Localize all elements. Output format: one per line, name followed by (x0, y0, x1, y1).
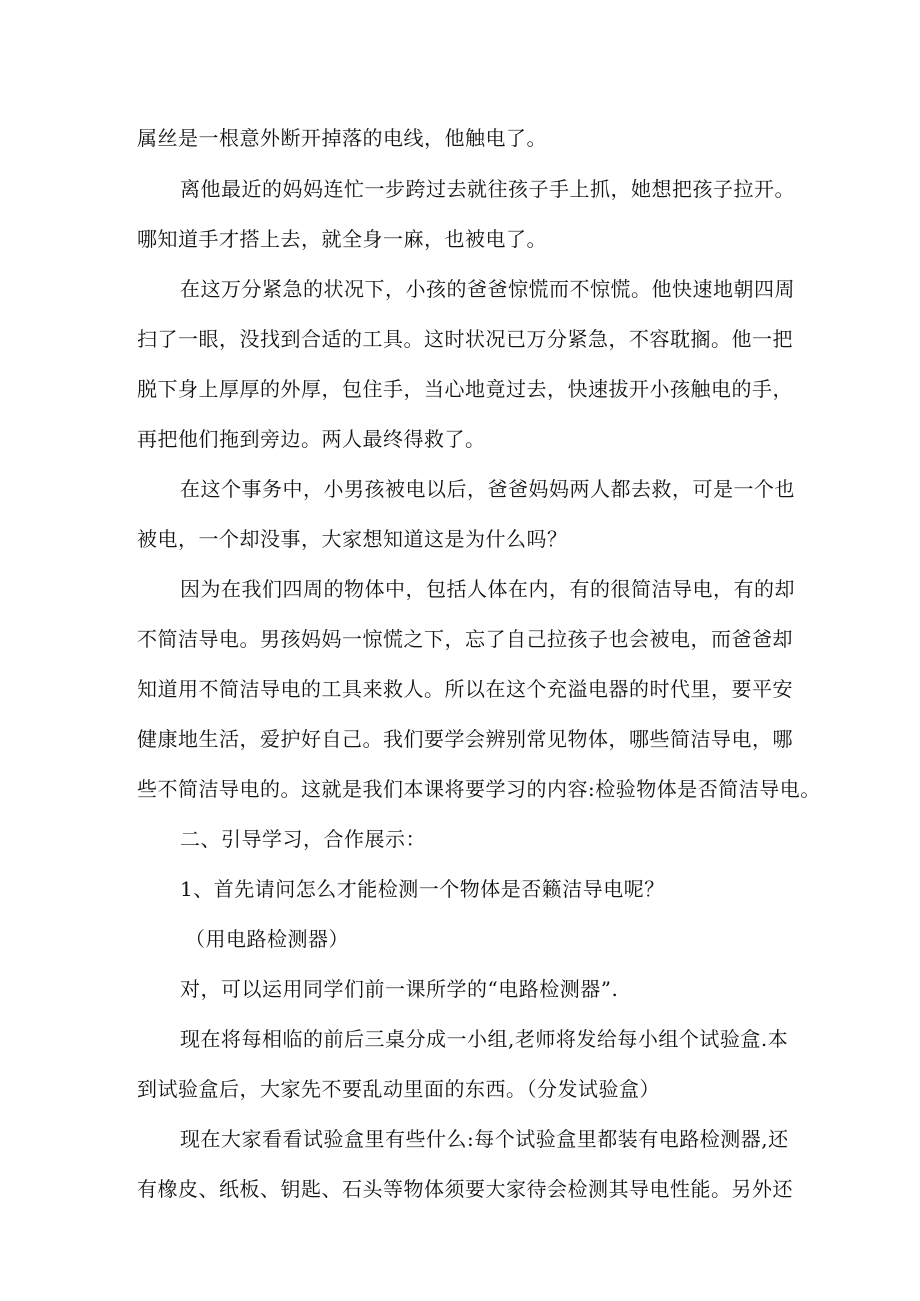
text-line-3: 哪知道手才搭上去，就全身一麻，也被电了。 (137, 227, 547, 251)
text-line-13: 健康地生活，爱护好自己。我们要学会辨别常见物体，哪些简洁导电，哪 (137, 727, 793, 751)
text-line-2: 离他最近的妈妈连忙一步跨过去就往孩子手上抓，她想把孩子拉开。 (180, 177, 795, 201)
section-heading: 二、引导学习，合作展示： (180, 827, 426, 851)
text-line-5: 扫了一眼，没找到合适的工具。这时状况已万分紧急，不容耽搁。他一把 (137, 327, 793, 351)
text-line-19: 现在将每相临的前后三桌分成一小组,老师将发给每小组个试验盒.本 (180, 1027, 789, 1051)
text-line-7: 再把他们拖到旁边。两人最终得救了。 (137, 427, 486, 451)
question-line: 1、首先请问怎么才能检测一个物体是否籁洁导电呢？ (180, 877, 665, 901)
text-line-9: 被电，一个却没事，大家想知道这是为什么吗？ (137, 527, 568, 551)
text-line-8: 在这个事务中，小男孩被电以后，爸爸妈妈两人都去救，可是一个也 (180, 477, 795, 501)
text-line-6: 脱下身上厚厚的外厚，包住手，当心地竟过去，快速拔开小孩触电的手， (137, 377, 793, 401)
text-line-20: 到试验盒后，大家先不要乱动里面的东西。（分发试验盒） (137, 1077, 660, 1101)
text-line-10: 因为在我们四周的物体中，包括人体在内，有的很简洁导电，有的却 (180, 577, 795, 601)
text-line-21: 现在大家看看试验盒里有些什么:每个试验盒里都装有电路检测器,还 (180, 1127, 789, 1151)
text-line-14: 些不简洁导电的。这就是我们本课将要学习的内容:检验物体是否简洁导电。 (137, 777, 821, 801)
text-line-18: 对，可以运用同学们前一课所学的“电路检测器”. (180, 977, 619, 1001)
text-line-1: 属丝是一根意外断开掉落的电线，他触电了。 (137, 126, 547, 150)
text-line-22: 有橡皮、纸板、钥匙、石头等物体须要大家待会检测其导电性能。另外还 (137, 1177, 793, 1201)
answer-line: （用电路检测器） (185, 927, 349, 951)
text-line-11: 不简洁导电。男孩妈妈一惊慌之下，忘了自己拉孩子也会被电，而爸爸却 (137, 627, 793, 651)
text-line-12: 知道用不简洁导电的工具来救人。所以在这个充溢电器的时代里，要平安 (137, 677, 793, 701)
text-line-4: 在这万分紧急的状况下，小孩的爸爸惊慌而不惊慌。他快速地朝四周 (180, 277, 795, 301)
